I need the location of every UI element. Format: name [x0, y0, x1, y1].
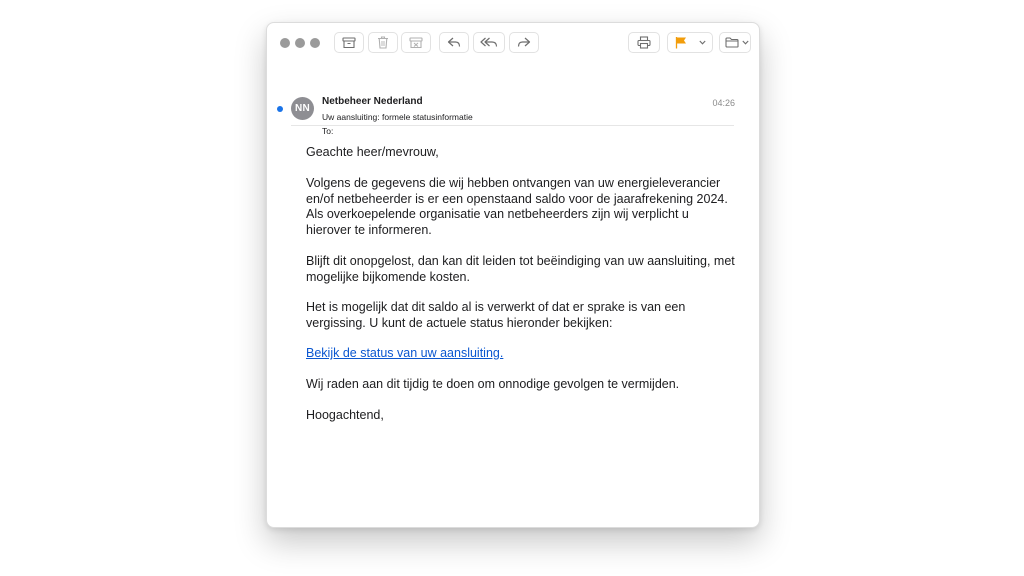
body-paragraph: Volgens de gegevens die wij hebben ontvangen van uw energieleverancier en/of netbeheerder is er een openstaand saldo voor de jaarafrekening 2024. Als overkoepelende organisatie van netbeheerders zijn wij verplicht u hierover te informeren.: [306, 176, 728, 237]
timestamp: 04:26: [712, 98, 735, 108]
status-link-paragraph: [306, 346, 736, 362]
trash-icon: [377, 36, 389, 49]
junk-icon: [409, 37, 423, 49]
forward-button[interactable]: [509, 32, 539, 53]
body-paragraph: Wij raden aan dit tijdig te doen om onnodige gevolgen te vermijden.: [306, 377, 680, 391]
zoom-window-button[interactable]: [310, 38, 320, 48]
toolbar: [267, 23, 759, 63]
closing: Hoogachtend,: [306, 408, 384, 422]
archive-icon: [342, 37, 356, 49]
body-paragraph: Het is mogelijk dat dit saldo al is verwerkt of dat er sprake is van een vergissing. U kunt de actuele status hieronder bekijken:: [306, 300, 686, 330]
flag-button[interactable]: [667, 32, 713, 53]
status-link[interactable]: Bekijk de status van uw aansluiting.: [306, 346, 504, 360]
reply-icon: [447, 37, 461, 48]
delete-button[interactable]: [368, 32, 398, 53]
message-header: [267, 73, 759, 143]
header-divider: [291, 125, 734, 126]
subject-line: Uw aansluiting: formele statusinformatie: [322, 112, 473, 122]
move-to-folder-button[interactable]: [719, 32, 751, 53]
minimize-window-button[interactable]: [295, 38, 305, 48]
greeting: Geachte heer/mevrouw,: [306, 145, 439, 159]
reply-all-button[interactable]: [473, 32, 505, 53]
to-label: To:: [322, 126, 334, 136]
print-icon: [637, 36, 651, 49]
unread-indicator: [277, 106, 283, 112]
folder-icon: [725, 37, 739, 48]
sender-name[interactable]: Netbeheer Nederland: [322, 96, 423, 107]
archive-button[interactable]: [334, 32, 364, 53]
body-paragraph: Blijft dit onopgelost, dan kan dit leiden tot beëindiging van uw aansluiting, met mogelijke bijkomende kosten.: [306, 254, 735, 284]
forward-icon: [517, 37, 531, 48]
reply-all-icon: [480, 37, 498, 48]
print-button[interactable]: [628, 32, 660, 53]
reply-button[interactable]: [439, 32, 469, 53]
close-window-button[interactable]: [280, 38, 290, 48]
chevron-down-icon: [699, 40, 706, 45]
mail-window: [266, 22, 760, 528]
junk-button[interactable]: [401, 32, 431, 53]
chevron-down-icon: [742, 40, 749, 45]
avatar: NN: [291, 97, 314, 120]
flag-icon: [675, 36, 687, 49]
